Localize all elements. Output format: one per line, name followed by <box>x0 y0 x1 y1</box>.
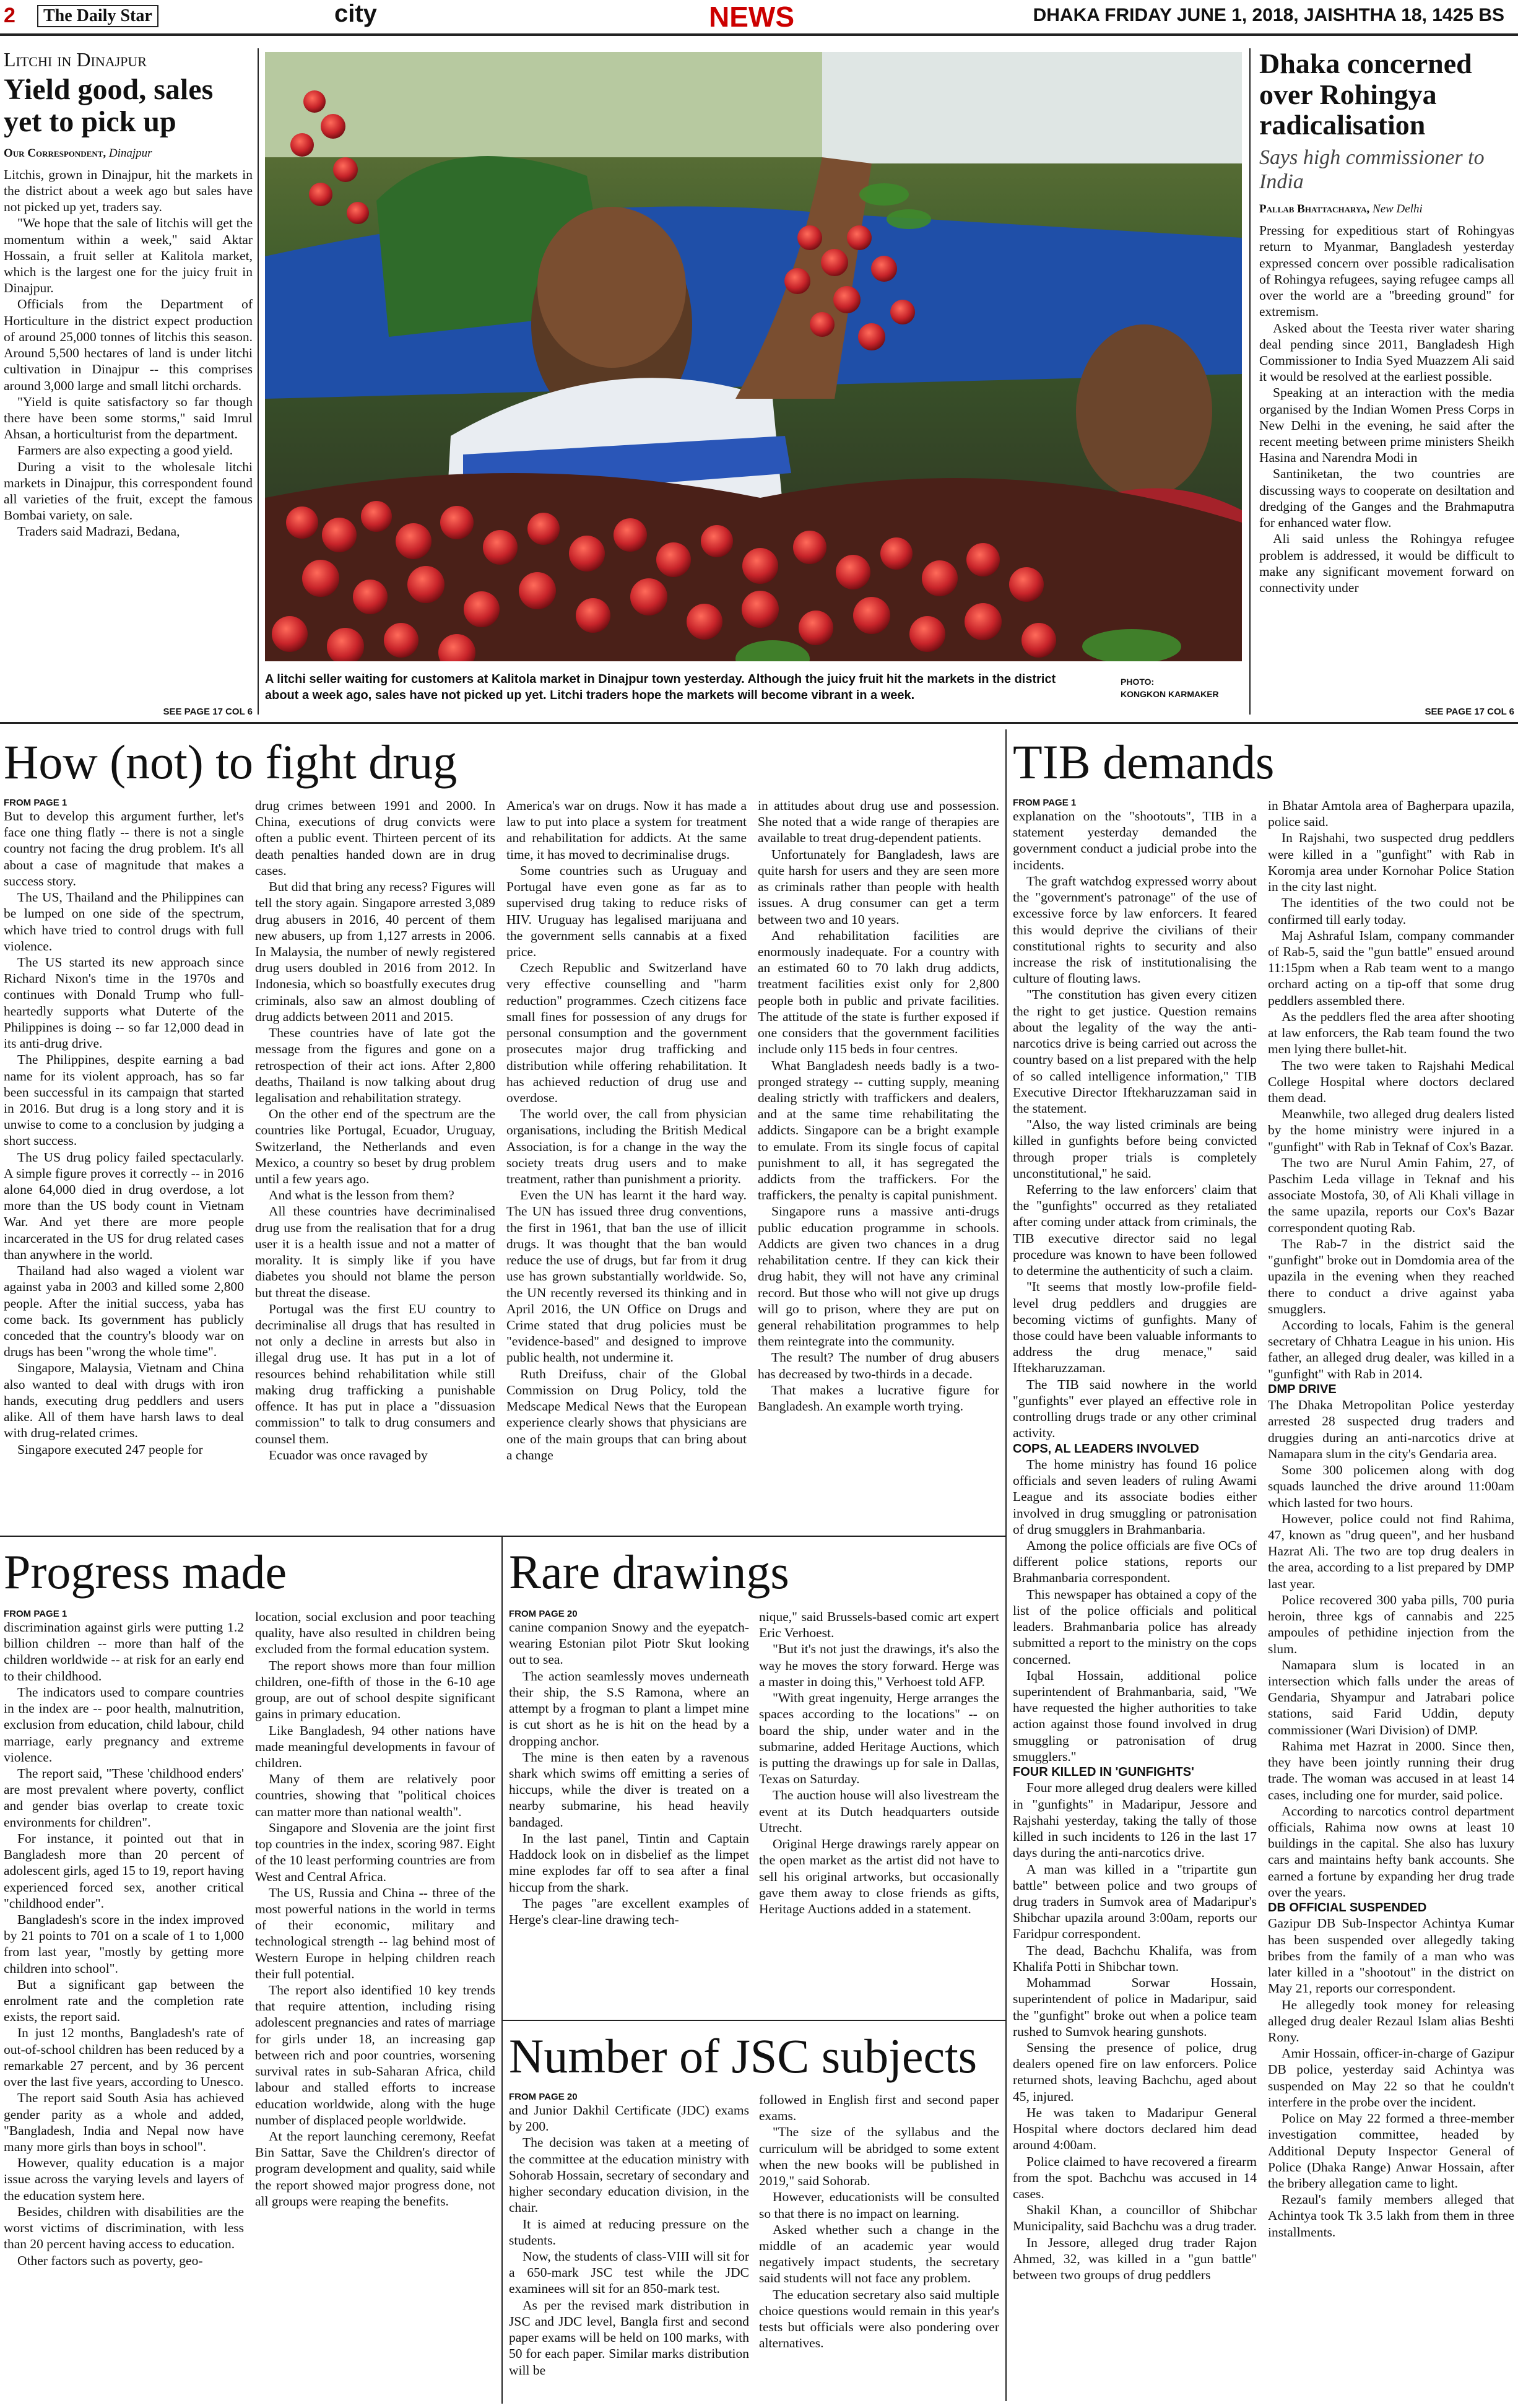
section-subhead: COPS, AL LEADERS INVOLVED <box>1013 1441 1199 1456</box>
paragraph: Rezaul's family members alleged that Achintya took Tk 3.5 lakh from them in three installments. <box>1268 2192 1514 2240</box>
rohingya-story <box>1259 48 1514 717</box>
paragraph: He was taken to Madaripur General Hospital where doctors declared him dead around 4:00am. <box>1013 2105 1257 2153</box>
paragraph: The Rab-7 in the district said the "gunfight" broke out in Domdomia area of the upazila in the evening when they reached there to conduct a drive against yaba smugglers. <box>1268 1236 1514 1316</box>
paragraph: Amir Hossain, officer-in-charge of Gazipur DB police, yesterday said Achintya was suspended on May 22 so that he couldn't interfere in the probe over the incident. <box>1268 2046 1514 2110</box>
paragraph: A man was killed in a "tripartite gun battle" between police and two groups of drug traders in Sumvok area of Madaripur's Shibchar upazila around 3:00am, reports our Faridpur correspondent. <box>1013 1861 1257 1942</box>
paragraph: The dead, Bachchu Khalifa, was from Khalifa Potti in Shibchar town. <box>1013 1942 1257 1974</box>
paragraph: Among the police officials are five OCs of different police stations, reports our Brahmanbaria correspondent. <box>1013 1538 1257 1586</box>
paragraph: According to narcotics control department officials, Rahima now owns at least 10 buildings in the capital. She also has luxury cars and maintains hefty bank accounts. She earned a fortune by expanding her drug trade over the years. <box>1268 1803 1514 1900</box>
section-subhead: DB OFFICIAL SUSPENDED <box>1268 1901 1427 1915</box>
story-headline: Yield good, sales yet to pick up <box>4 73 214 138</box>
issue-date: DHAKA FRIDAY JUNE 1, 2018, JAISHTHA 18, 1425 BS <box>1033 5 1504 25</box>
masthead <box>0 0 1518 36</box>
rare-col-2: nique," said Brussels-based comic art expert Eric Verhoest. "But it's not just the drawings, it's also the way he moves the story forward. Herge was a master in doing this," Verhoest told AFP. "With great ingenuity, Herge arranges the spaces according to the locations" -- on board the ship, under water and in the submarine, added Heritage Auctions, which is putting the drawings up for sale in Dallas, Texas on Saturday. The auction house will also livestream the event at its Dutch headquarters outside Utrecht. Original Herge drawings rarely appear on the open market as the artist did not have to sell his original artworks, but occasionally gave them away to close friends as gifts, Heritage Auctions added in a statement. <box>759 1609 999 1916</box>
progress-col-1: FROM PAGE 1 discrimination against girls were putting 1.2 billion children -- more than half of the children worldwide -- at risk for an early end to their childhood. The indicators used to compare countries in the index are -- poor health, malnutrition, exclusion from education, child labour, child marriage, early pregnancy and extreme violence. The report said, "These 'childhood enders' are most prevalent where poverty, conflict and gender bias overlap to create toxic environments for children". For instance, it pointed out that in Bangladesh more than 20 percent of adolescent girls, aged 15 to 19, report having experienced forced sex, another critical "childhood ender". Bangladesh's score in the index improved by 21 points to 701 on a scale of 1 to 1,000 from last year, "mostly by getting more children into school". But a significant gap between the enrolment rate and the completion rate exists, the report said. In just 12 months, Bangladesh's rate of out-of-school children has been reduced by a remarkable 27 percent, and by 36 percent over the last five years, according to Unesco. The report said South Asia has achieved gender parity as a whole and added, "Bangladesh, India and Nepal now have many more girls than boys in school". However, quality education is a major issue across the varying levels and layers of the education system here. Besides, children with disabilities are the worst victims of discrimination, with less than 20 percent having access to education. Other factors such as poverty, geo- <box>4 1609 244 2268</box>
section-subhead: DMP DRIVE <box>1268 1382 1337 1396</box>
paragraph: Gazipur DB Sub-Inspector Achintya Kumar has been suspended over allegedly taking bribes from the family of a man who was later killed in a "shootout" in the district on May 21, reports our correspondent. <box>1268 1916 1514 1996</box>
page-number: 2 <box>4 4 15 27</box>
paragraph: Namapara slum is located in an intersection which falls under the areas of Gendaria, Shyampur and Jatrabari police stations, said Farid Uddin, deputy commissioner (Wari Division) of DMP. <box>1268 1657 1514 1737</box>
drug-col-1: FROM PAGE 1 But to develop this argument further, let's face one thing flatly -- there is not a single country not facing the drug problem. It's all about a case of magnitude that makes a success story. The US, Thailand and the Philippines can be lumped on one side of the spectrum, which have tried to control drugs with full violence. The US started its new approach since Richard Nixon's time in the 1970s and continues with Donald Trump who full-heartedly supports what Duterte of the Philippines is doing -- so far 12,000 dead in its anti-drug drive. The Philippines, despite earning a bad name for its violent approach, has so far been successful in its campaign that started in 2016. But drug is a long story and it is unwise to come to a conclusion by judging a short success. The US drug policy failed spectacularly. A simple figure proves it correctly -- in 2016 alone 64,000 died in drug overdose, a lot more than the US body count in Vietnam War. And yet there are more people incarcerated in the US for drug related cases than anywhere in the world. Thailand had also waged a violent war against yaba in 2003 and killed some 2,800 people. After the initial success, yaba has come back. Its government has publicly conceded that the country's bloody war on drugs has been "wrong the whole time". Singapore, Malaysia, Vietnam and China also wanted to deal with drugs with iron hands, executing drug peddlers and users alike. All of them have harsh laws to deal with drug-related crimes. Singapore executed 247 people for <box>4 798 244 1457</box>
paragraph: "It seems that mostly low-profile field-level drug peddlers and druggies are becoming victims of gunfights. Many of those could have been valuable informants to address the drug menace," said Iftekharuzzaman. <box>1013 1279 1257 1376</box>
story-body: Pressing for expeditious start of Rohingyas return to Myanmar, Bangladesh yesterday expressed concern over possible radicalisation of Rohingya refugees, saying refugee camps all over the world are a "breeding ground" for extremism. Asked about the Teesta river water sharing deal pending since 2011, Bangladesh High Commissioner to India Syed Muazzem Ali said it would be resolved at the earliest possible. Speaking at an interaction with the media organised by the Indian Women Press Corps in New Delhi in the evening, he said after the recent meeting between prime ministers Sheikh Hasina and Narendra Modi in Santiniketan, the two countries are discussing ways to cooperate on desiltation and dredging of the Ganges and the Brahmaputra for enhanced water flow. Ali said unless the Rohingya refugee problem is addressed, it would be difficult to make any significant movement forward on connectivity under <box>1259 223 1514 596</box>
photo-caption: A litchi seller waiting for customers at Kalitola market in Dinajpur town yesterday. Although the juicy fruit hit the markets in the district about a week ago, sales have not picked up yet. Litchi traders hope the markets will become vibrant in a week. <box>265 672 1056 702</box>
rare-headline: Rare drawings <box>509 1545 789 1599</box>
paragraph: Rahima met Hazrat in 2000. Since then, they have been jointly running their drug trade. The woman was accused in at least 14 cases, including one for murder, said police. <box>1268 1738 1514 1802</box>
paragraph: The two are Nurul Amin Fahim, 27, of Paschim Leda village in Teknaf and his associate Mostofa, 30, of Ali Khali village in the same upazila, reports our Cox's Bazar correspondent quoting Rab. <box>1268 1155 1514 1235</box>
paragraph: Police claimed to have recovered a firearm from the spot. Bachchu was accused in 14 cases. <box>1013 2154 1257 2201</box>
see-page-link[interactable]: SEE PAGE 17 COL 6 <box>163 706 253 717</box>
litchi-photo <box>265 52 1242 661</box>
tib-col-1 <box>1013 798 1257 2405</box>
story-kicker: Litchi in Dinajpur <box>4 48 147 71</box>
paragraph: Some 300 policemen along with dog squads launched the drive around 11:00am which lasted for two hours. <box>1268 1463 1514 1510</box>
paragraph: The Dhaka Metropolitan Police yesterday arrested 28 suspected drug traders and druggies during an anti-narcotics drive at Namapara slum in the city's Gendaria area. <box>1268 1397 1514 1461</box>
paragraph: "Also, the way listed criminals are being killed in gunfights before being convicted through proper trials is completely unconstitutional," he said. <box>1013 1117 1257 1181</box>
paragraph: Maj Ashraful Islam, company commander of Rab-5, said the "gun battle" ensued around 11:15pm when a Rab team went to a mango orchard acting on a tip-off that some drug peddlers assembled there. <box>1268 928 1514 1008</box>
drug-col-3: America's war on drugs. Now it has made a law to put into place a system for treatment and rehabilitation for addicts. At the same time, it has moved to decriminalise drugs. Some countries such as Uruguay and Portugal have even gone as far as to supervised drug taking to reduce risks of HIV. Uruguay has legalised marijuana and the government sells cannabis at a fixed price. Czech Republic and Switzerland have very effective counselling and "harm reduction" programmes. Czech citizens face small fines for possession of any drugs for personal consumption and the government prosecutes major drug trafficking and distribution while offering rehabilitation. It has achieved reduction of drug use and overdose. The world over, the call from physician organisations, including the British Medical Association, is for a change in the way the society treats drug users and to make treatment, rather than punishment a priority. Even the UN has learnt it the hard way. The UN has issued three drug conventions, the first in 1961, that ban the use of illicit drugs. It was thought that the ban would reduce the use of drugs, but far from it drug use has grown substantially worldwide. So, the UN recently reversed its thinking and in April 2016, the UN Office on Drugs and Crime stated that drug policies must be "evidence-based" and designed to improve public health, not undermine it. Ruth Dreifuss, chair of the Global Commission on Drug Policy, told the Medscape Medical News that the European experience clearly shows that physicians are one of the main groups that can bring about a change <box>506 798 747 1463</box>
paragraph: This newspaper has obtained a copy of the list of the police officials and political leaders. Brahmanbaria police has already submitted a report to the ministry on the cops concerned. <box>1013 1586 1257 1667</box>
news-banner: NEWS <box>709 1 794 33</box>
jsc-col-2: followed in English first and second paper exams. "The size of the syllabus and the curriculum will be abridged to some extent when the new books will be published in 2019," said Sohorab. However, educationists will be consulted so that there is no impact on learning. Asked whether such a change in the middle of an academic year would negatively impact students, the secretary said students will not face any problem. The education secretary also said multiple choice questions would remain in this year's tests but officials were also pondering over alternatives. <box>759 2092 999 2351</box>
jsc-headline: Number of JSC subjects <box>509 2029 978 2083</box>
drug-headline: How (not) to fight drug <box>4 735 458 789</box>
paragraph: "The constitution has given every citizen the right to get justice. Question remains about the legality of the way the anti-narcotics drive is being carried out across the country based on a list prepared with the help of so called intelligence information," TIB Executive Director Iftekharuzzaman said in the statement. <box>1013 987 1257 1116</box>
drug-col-2: drug crimes between 1991 and 2000. In China, executions of drug convicts were often a public event. Thirteen percent of its death penalties handed down are in drug cases. But did that bring any recess? Figures will tell the story again. Singapore arrested 3,089 drug abusers in 2016, 40 percent of them new abusers, up from 1,127 arrests in 2006. In Malaysia, the number of newly registered drug users doubled in 2016 from 2012. In Indonesia, which so boastfully executes drug criminals, also saw an almost doubling of drug addicts between 2011 and 2015. These countries have of late got the message from the figures and gone on a retrospection of their act ions. After 2,800 deaths, Thailand is now talking about drug legalisation and rehabilitation strategy. On the other end of the spectrum are the countries like Portugal, Ecuador, Uruguay, Switzerland, the Netherlands and even Mexico, a country so beset by drug problem until a few years ago. And what is the lesson from them? All these countries have decriminalised drug use from the realisation that for a drug user it is a health issue and not a matter of morality. It is simply like if you have diabetes you should not blame the person but threat the disease. Portugal was the first EU country to decriminalise all drugs that has resulted in not only a decline in arrests but also in illegal drug use. It has put in a lot of resources behind rehabilitation while still making drug trafficking a punishable offence. It has put in place a "dissuasion commission" to talk to drug consumers and counsel them. Ecuador was once ravaged by <box>255 798 495 1463</box>
paragraph: Sensing the presence of police, drug dealers opened fire on law enforcers. Police returned shots, leaving Bachchu, aged about 45, injured. <box>1013 2040 1257 2104</box>
paragraph: Shakil Khan, a councillor of Shibchar Municipality, said Bachchu was a drug trader. <box>1013 2202 1257 2234</box>
paragraph: Police on May 22 formed a three-member investigation committee, headed by Additional Deputy Inspector General of Police (Dhaka Range) Anwar Hossain, after the bribery allegation came to light. <box>1268 2111 1514 2191</box>
story-subhead: Says high commissioner to India <box>1259 146 1485 194</box>
progress-headline: Progress made <box>4 1545 287 1599</box>
story-body: Litchis, grown in Dinajpur, hit the markets in the district about a week ago but sales have not picked up yet, traders say. "We hope that the sale of litchis will get the momentum within a week," said Aktar Hossain, a fruit seller at Kalitola market, which is the largest one for the juicy fruit in Dinajpur. Officials from the Department of Horticulture in the district expect production of around 25,000 tonnes of litchis this season. Around 5,500 hectares of land is under litchi cultivation in Dinajpur -- this comprises around 3,000 large and small litchi orchards. "Yield is quite satisfactory so far though there have been some storms," said Imrul Ahsan, a horticulturist from the department. Farmers are also expecting a good yield. During a visit to the wholesale litchi markets in Dinajpur, this correspondent found all varieties of the fruit, except the famous Bombai variety, on sale. Traders said Madrazi, Bedana, <box>4 167 253 539</box>
paragraph: Referring to the law enforcers' claim that the "gunfights" occurred as they retaliated after coming under attack from criminals, the TIB executive director said no legal procedure was known to have been followed to determine the authenticity of such a claim. <box>1013 1182 1257 1279</box>
paragraph: In Rajshahi, two suspected drug peddlers were killed in a "gunfight" with Rab in Koromja area under Kornohar Police Station in the city last night. <box>1268 830 1514 895</box>
paragraph: However, police could not find Rahima, 47, known as "drug queen", and her husband Hazrat Ali. The two are top drug dealers in the area, according to a list prepared by DMP last year. <box>1268 1511 1514 1591</box>
paragraph: explanation on the "shootouts", TIB in a statement yesterday demanded the government conduct a judicial probe into the incidents. <box>1013 809 1257 872</box>
paragraph: The home ministry has found 16 police officials and seven leaders of ruling Awami League and its associate bodies either involved in drug smuggling or patronisation of drug smugglers in Brahmanbaria. <box>1013 1456 1257 1537</box>
paragraph: In Jessore, alleged drug trader Rajon Ahmed, 32, was killed in a "gun battle" between two groups of drug peddlers <box>1013 2235 1257 2283</box>
section-subhead: FOUR KILLED IN 'GUNFIGHTS' <box>1013 1765 1194 1780</box>
rare-col-1: FROM PAGE 20 canine companion Snowy and the eyepatch-wearing Estonian pilot Piotr Skut looking out to sea. The action seamlessly moves underneath their ship, the S.S Ramona, where an attempt by a frogman to plant a limpet mine is cut short as he is hit on the head by a dropping anchor. The mine is then eaten by a ravenous shark which swims off emitting a series of hiccups, while the diver is treated on a nearby submarine, his head heavily bandaged. In the last panel, Tintin and Captain Haddock look on in disbelief as the limpet mine explodes far off to sea after a final hiccup from the shark. The pages "are excellent examples of Herge's clear-line drawing tech- <box>509 1609 749 1927</box>
paragraph: Four more alleged drug dealers were killed in "gunfights" in Madaripur, Jessore and Rajshahi yesterday, taking the tally of those killed in such incidents to 126 in the last 17 days during the anti-narcotics drive. <box>1013 1780 1257 1861</box>
tib-headline: TIB demands <box>1013 735 1275 789</box>
jsc-col-1: FROM PAGE 20 and Junior Dakhil Certificate (JDC) exams by 200. The decision was taken at a meeting of the committee at the education ministry with Sohorab Hossain, secretary of secondary and higher secondary education division, in the chair. It is aimed at reducing pressure on the students. Now, the students of class-VIII will sit for a 650-mark JSC test while the JDC examinees will sit for an 850-mark test. As per the revised mark distribution in JSC and JDC level, Bangla first and second paper exams will be held on 100 marks, with 50 for each paper. Similar marks distribution will be <box>509 2092 749 2378</box>
tib-col-2 <box>1268 798 1514 2405</box>
litchi-story <box>4 48 253 717</box>
paragraph: Iqbal Hossain, additional police superintendent of Brahmanbaria, said, "We have requested the higher authorities to take action against those found involved in drug smuggling or patronisation of drug smugglers." <box>1013 1667 1257 1764</box>
paragraph: He allegedly took money for releasing alleged drug dealer Rezaul Islam alias Beshti Rony. <box>1268 1997 1514 2045</box>
paragraph: in Bhatar Amtola area of Bagherpara upazila, police said. <box>1268 798 1514 830</box>
byline: Pallab Bhattacharya, New Delhi <box>1259 202 1423 216</box>
paragraph: The identities of the two could not be confirmed till early today. <box>1268 895 1514 927</box>
photo-credit: PHOTO: KONGKON KARMAKER <box>1121 677 1219 699</box>
paragraph: As the peddlers fled the area after shooting at law enforcers, the Rab team found the two men lying there bullet-hit. <box>1268 1009 1514 1057</box>
progress-col-2: location, social exclusion and poor teaching quality, have also resulted in children being excluded from the formal education system. The report shows more than four million children, one-fifth of those in the 6-10 age group, are out of school despite significant gains in primary education. Like Bangladesh, 94 other nations have made meaningful developments in favour of children. Many of them are relatively poor countries, showing that "political choices can matter more than national wealth". Singapore and Slovenia are the joint first top countries in the index, scoring 987. Eight of the 10 least performing countries are from West and Central Africa. The US, Russia and China -- three of the most powerful nations in the world in terms of their economic, military and technological strength -- lag behind most of Western Europe in helping children reach their full potential. The report also identified 10 key trends that require attention, including rising adolescent pregnancies and rates of marriage for girls under 18, an increasing gap between rich and poor countries, worsening survival rates in sub-Saharan Africa, child labour and stalled efforts to increase education worldwide, along with the huge number of displaced people worldwide. At the report launching ceremony, Reefat Bin Sattar, Save the Children's director of program development and quality, said while the report showed major progress done, not all groups were reaping the benefits. <box>255 1609 495 2209</box>
byline: Our Correspondent, Dinajpur <box>4 146 152 160</box>
story-headline: Dhaka concerned over Rohingya radicalisation <box>1259 48 1472 141</box>
paragraph: The two were taken to Rajshahi Medical College Hospital where doctors declared them dead. <box>1268 1058 1514 1105</box>
litchi-seller-photo <box>265 52 1242 661</box>
section-name: city <box>334 0 377 27</box>
see-page-link[interactable]: SEE PAGE 17 COL 6 <box>1425 706 1514 717</box>
paragraph: The TIB said nowhere in the world "gunfights" ever played an effective role in controlling drugs trade or any other criminal activity. <box>1013 1376 1257 1441</box>
paragraph: Mohammad Sorwar Hossain, superintendent of police in Madaripur, said the "gunfight" broke out when a police team rushed to Sumvok hearing gunshots. <box>1013 1975 1257 2039</box>
paper-logo: The Daily Star <box>37 5 158 27</box>
paragraph: Meanwhile, two alleged drug dealers listed by the home ministry were injured in a "gunfight" with Rab in Teknaf of Cox's Bazar. <box>1268 1106 1514 1154</box>
from-page-label: FROM PAGE 1 <box>1013 798 1077 808</box>
drug-col-4: in attitudes about drug use and possession. She noted that a wide range of therapies are available to treat drug-dependent patients. Unfortunately for Bangladesh, laws are quite harsh for users and they are seen more as criminals rather than people with health issues. A drug consumer can get a term between two and 10 years. And rehabilitation facilities are enormously inadequate. For a country with an estimated 60 to 70 lakh drug addicts, treatment facilities exist only for 2,800 people both in public and private facilities. The attitude of the state is further exposed if one considers that the government facilities include only 115 beds in four centres. What Bangladesh needs badly is a two-pronged strategy -- cutting supply, meaning dealing strictly with traffickers and dealers, and at the same time rehabilitating the addicts. Singapore can be a bright example to emulate. From its single focus of capital punishment to all, it has segregated the addicts from the traffickers. For the traffickers, the penalty is capital punishment. Singapore runs a massive anti-drugs public education programme in schools. Addicts are given two chances in a drug rehabilitation centre. If they can kick their drug habit, they will not have any criminal record. But those who will not give up drugs will go to prison, where they are put on general rehabilitation programmes to help them reintegrate into the community. The result? The number of drug abusers has decreased by two-thirds in a decade. That makes a lucrative figure for Bangladesh. An example worth trying. <box>758 798 999 1414</box>
paragraph: According to locals, Fahim is the general secretary of Chhatra League in his union. His father, an alleged drug dealer, was killed in a "gunfight" with Rab in 2014. <box>1268 1318 1514 1381</box>
paragraph: Police recovered 300 yaba pills, 700 puria heroin, three kgs of cannabis and 225 ampoules of pethidine injection from the slum. <box>1268 1592 1514 1656</box>
paragraph: The graft watchdog expressed worry about the "government's patronage" of the use of excessive force by law enforcers. It feared this would deprive the civilians of their constitutional rights to security and also increase the risk of institutionalising the culture of flouting laws. <box>1013 873 1257 986</box>
